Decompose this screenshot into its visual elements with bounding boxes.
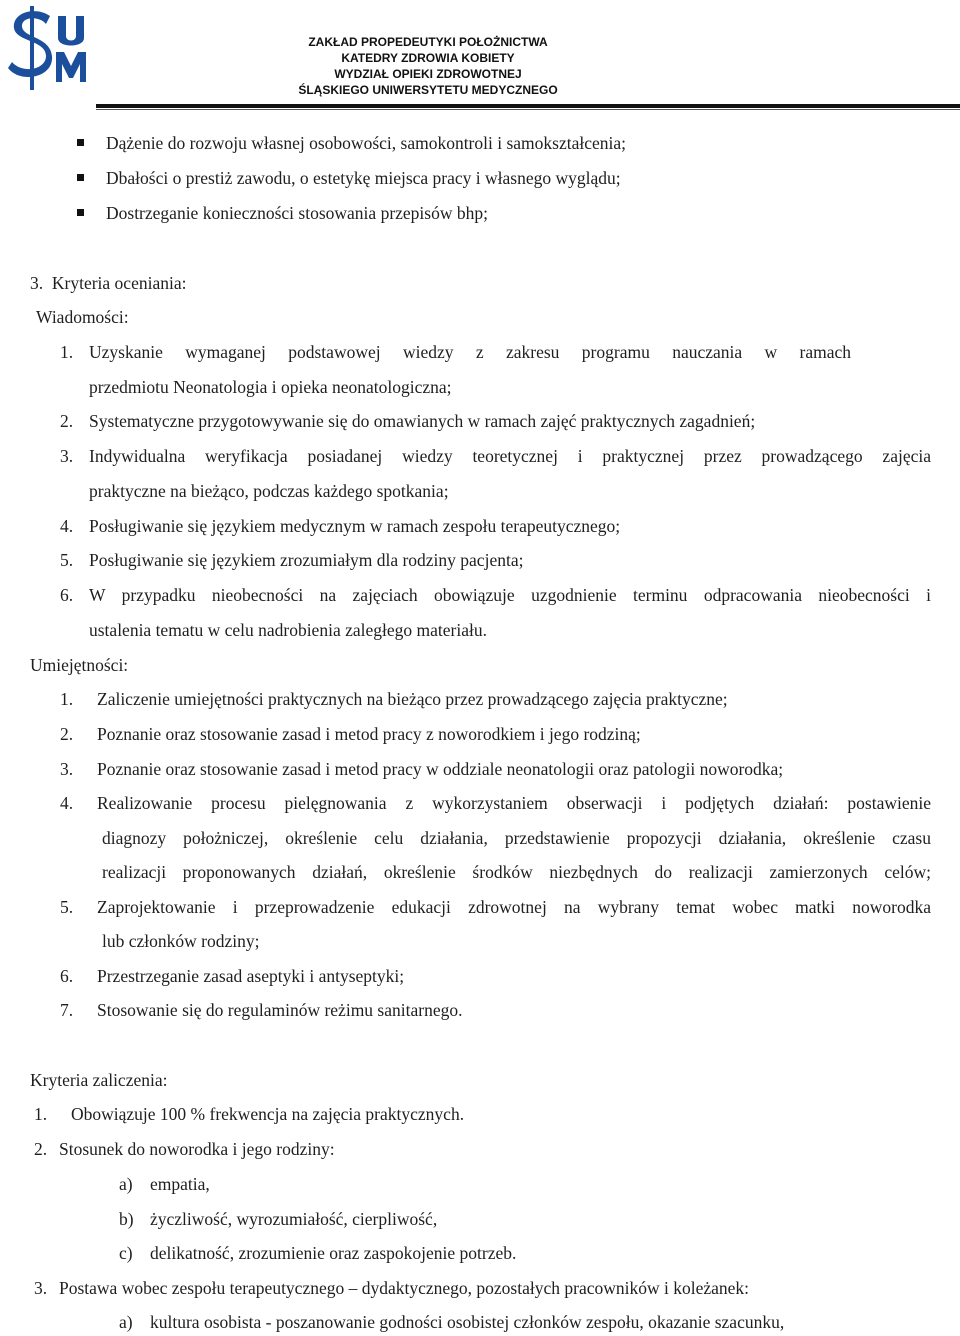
list-number: 4. bbox=[60, 516, 74, 536]
list-item: Obowiązuje 100 % frekwencja na zajęcia praktycznych. bbox=[71, 1104, 465, 1124]
list-number: 2. bbox=[34, 1139, 48, 1159]
bullet-text: Dążenie do rozwoju własnej osobowości, samokontroli i samokształcenia; bbox=[106, 133, 627, 153]
institution-line: ZAKŁAD PROPEDEUTYKI POŁOŻNICTWA bbox=[308, 35, 548, 49]
list-number: 3. bbox=[60, 446, 74, 466]
list-item: Posługiwanie się językiem medycznym w ramach zespołu terapeutycznego; bbox=[89, 516, 621, 536]
bullet-icon bbox=[77, 209, 84, 216]
list-number: 2. bbox=[60, 724, 74, 744]
bullet-icon bbox=[77, 174, 84, 181]
list-item: W przypadku nieobecności na zajęciach obowiązuje uzgodnienie terminu odpracowania nieobecności i bbox=[89, 585, 931, 605]
list-item: Realizowanie procesu pielęgnowania z wykorzystaniem obserwacji i podjętych działań: postawienie bbox=[97, 793, 931, 813]
university-logo bbox=[6, 2, 96, 94]
list-item: Indywidualna weryfikacja posiadanej wiedzy teoretycznej i praktycznej przez prowadzącego zajęcia bbox=[89, 446, 931, 466]
list-item: Postawa wobec zespołu terapeutycznego – dydaktycznego, pozostałych pracowników i koleżanek: bbox=[59, 1278, 750, 1298]
list-number: 1. bbox=[34, 1104, 48, 1124]
header-divider bbox=[96, 104, 960, 108]
list-number: 4. bbox=[60, 793, 74, 813]
list-item: Przestrzeganie zasad aseptyki i antyseptyki; bbox=[97, 966, 405, 986]
sub-item: kultura osobista - poszanowanie godności osobistej członków zespołu, okazanie szacunku, bbox=[150, 1312, 785, 1332]
sub-item: empatia, bbox=[150, 1174, 210, 1194]
list-item: Stosowanie się do regulaminów reżimu sanitarnego. bbox=[97, 1000, 463, 1020]
list-number: 3. bbox=[34, 1278, 48, 1298]
section-heading: 3. Kryteria oceniania: bbox=[30, 273, 187, 293]
list-number: 1. bbox=[60, 689, 74, 709]
sub-letter: b) bbox=[119, 1209, 134, 1229]
list-item: Posługiwanie się językiem zrozumiałym dla rodziny pacjenta; bbox=[89, 550, 524, 570]
page-header bbox=[0, 0, 960, 110]
list-number: 1. bbox=[60, 342, 74, 362]
list-number: 5. bbox=[60, 550, 74, 570]
list-item-continuation: przedmiotu Neonatologia i opieka neonatologiczna; bbox=[89, 377, 452, 397]
subsection-title-umiejetnosci: Umiejętności: bbox=[30, 655, 129, 675]
list-item-continuation: lub członków rodziny; bbox=[102, 931, 260, 951]
list-item: Zaliczenie umiejętności praktycznych na bieżąco przez prowadzącego zajęcia praktyczne; bbox=[97, 689, 728, 709]
list-item-continuation: diagnozy położniczej, określenie celu działania, przedstawienie propozycji działania, określenie czasu bbox=[102, 828, 931, 848]
list-number: 6. bbox=[60, 966, 74, 986]
list-item: Stosunek do noworodka i jego rodziny: bbox=[59, 1139, 335, 1159]
list-item: Systematyczne przygotowywanie się do omawianych w ramach zajęć praktycznych zagadnień; bbox=[89, 411, 756, 431]
sub-letter: a) bbox=[119, 1174, 133, 1194]
sub-item: delikatność, zrozumienie oraz zaspokojenie potrzeb. bbox=[150, 1243, 517, 1263]
list-number: 5. bbox=[60, 897, 74, 917]
bullet-text: Dbałości o prestiż zawodu, o estetykę miejsca pracy i własnego wyglądu; bbox=[106, 168, 621, 188]
zaliczenie-title: Kryteria zaliczenia: bbox=[30, 1070, 168, 1090]
list-number: 7. bbox=[60, 1000, 74, 1020]
bullet-text: Dostrzeganie konieczności stosowania przepisów bhp; bbox=[106, 203, 488, 223]
institution-line: ŚLĄSKIEGO UNIWERSYTETU MEDYCZNEGO bbox=[298, 83, 558, 97]
sub-letter: c) bbox=[119, 1243, 133, 1263]
list-item-continuation: ustalenia tematu w celu nadrobienia zaległego materiału. bbox=[89, 620, 487, 640]
subsection-title-wiadomosci: Wiadomości: bbox=[36, 307, 129, 327]
header-divider-thin bbox=[96, 109, 960, 110]
list-item: Zaprojektowanie i przeprowadzenie edukacji zdrowotnej na wybrany temat wobec matki noworodka bbox=[97, 897, 931, 917]
sub-letter: a) bbox=[119, 1312, 133, 1332]
list-item-continuation: praktyczne na bieżąco, podczas każdego spotkania; bbox=[89, 481, 449, 501]
institution-name bbox=[268, 34, 588, 98]
sub-item: życzliwość, wyrozumiałość, cierpliwość, bbox=[150, 1209, 438, 1229]
list-number: 6. bbox=[60, 585, 74, 605]
list-item: Poznanie oraz stosowanie zasad i metod pracy z noworodkiem i jego rodziną; bbox=[97, 724, 641, 744]
list-number: 3. bbox=[60, 759, 74, 779]
institution-line: WYDZIAŁ OPIEKI ZDROWOTNEJ bbox=[334, 67, 522, 81]
bullet-icon bbox=[77, 139, 84, 146]
list-item-continuation: realizacji proponowanych działań, określenie środków niezbędnych do realizacji zamierzonych celów; bbox=[102, 862, 931, 882]
list-item: Uzyskanie wymaganej podstawowej wiedzy z zakresu programu nauczania w ramach bbox=[89, 342, 851, 362]
institution-line: KATEDRY ZDROWIA KOBIETY bbox=[341, 51, 515, 65]
list-item: Poznanie oraz stosowanie zasad i metod pracy w oddziale neonatologii oraz patologii noworodka; bbox=[97, 759, 784, 779]
list-number: 2. bbox=[60, 411, 74, 431]
